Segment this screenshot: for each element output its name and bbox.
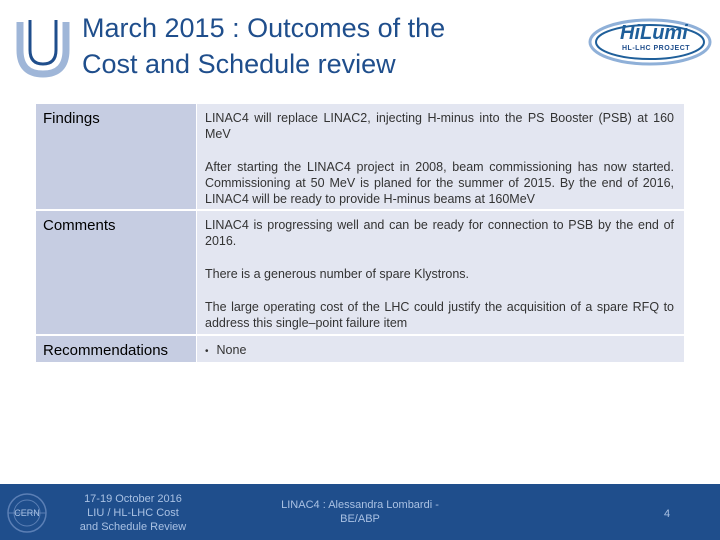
table-row-recommendations [36,336,684,364]
footer-event-line: LIU / HL-LHC Cost [87,507,179,519]
bullet-icon: • [205,346,209,357]
findings-label: Findings [36,104,196,211]
footer-event-info [70,492,196,534]
review-table [36,104,684,364]
liu-logo [14,16,72,78]
comments-content [196,211,684,336]
recommendations-content [196,336,684,364]
comments-paragraph: There is a generous number of spare Klystrons. [205,267,470,281]
footer-presenter [262,498,458,526]
cern-logo [6,492,48,534]
comments-paragraph: LINAC4 is progressing well and can be ready for connection to PSB by the end of 2016. [205,218,674,248]
table-row-comments [36,211,684,336]
slide-title-line-2: Cost and Schedule review [82,49,396,79]
table-row-findings [36,104,684,211]
findings-paragraph: After starting the LINAC4 project in 2008, beam commissioning has now started. Commissioning at 50 MeV is planed for the summer of 2015. By the end of 2016, LINAC4 will be ready to provide H-minus beams at 160MeV [205,160,674,206]
recommendations-label: Recommendations [36,336,196,364]
slide-title [82,10,562,82]
hilumi-logo-subtext: HL-LHC PROJECT [622,45,691,52]
hilumi-logo [586,14,712,68]
slide-title-line-1: March 2015 : Outcomes of the [82,13,446,43]
comments-paragraph: The large operating cost of the LHC could justify the acquisition of a spare RFQ to address this single–point failure item [205,300,674,330]
findings-paragraph: LINAC4 will replace LINAC2, injecting H-minus into the PS Booster (PSB) at 160 MeV [205,111,674,141]
findings-content [196,104,684,211]
hilumi-logo-text: HiLumi [620,22,688,44]
comments-label: Comments [36,211,196,336]
footer-presenter-line: BE/ABP [340,513,380,525]
recommendation-item: None [216,343,247,357]
footer-presenter-line: LINAC4 : Alessandra Lombardi - [281,499,439,511]
page-number: 4 [664,508,671,520]
footer-bar [0,484,720,540]
footer-event-line: 17-19 October 2016 [84,493,182,505]
cern-logo-text: CERN [14,508,40,518]
footer-event-line: and Schedule Review [79,521,187,533]
